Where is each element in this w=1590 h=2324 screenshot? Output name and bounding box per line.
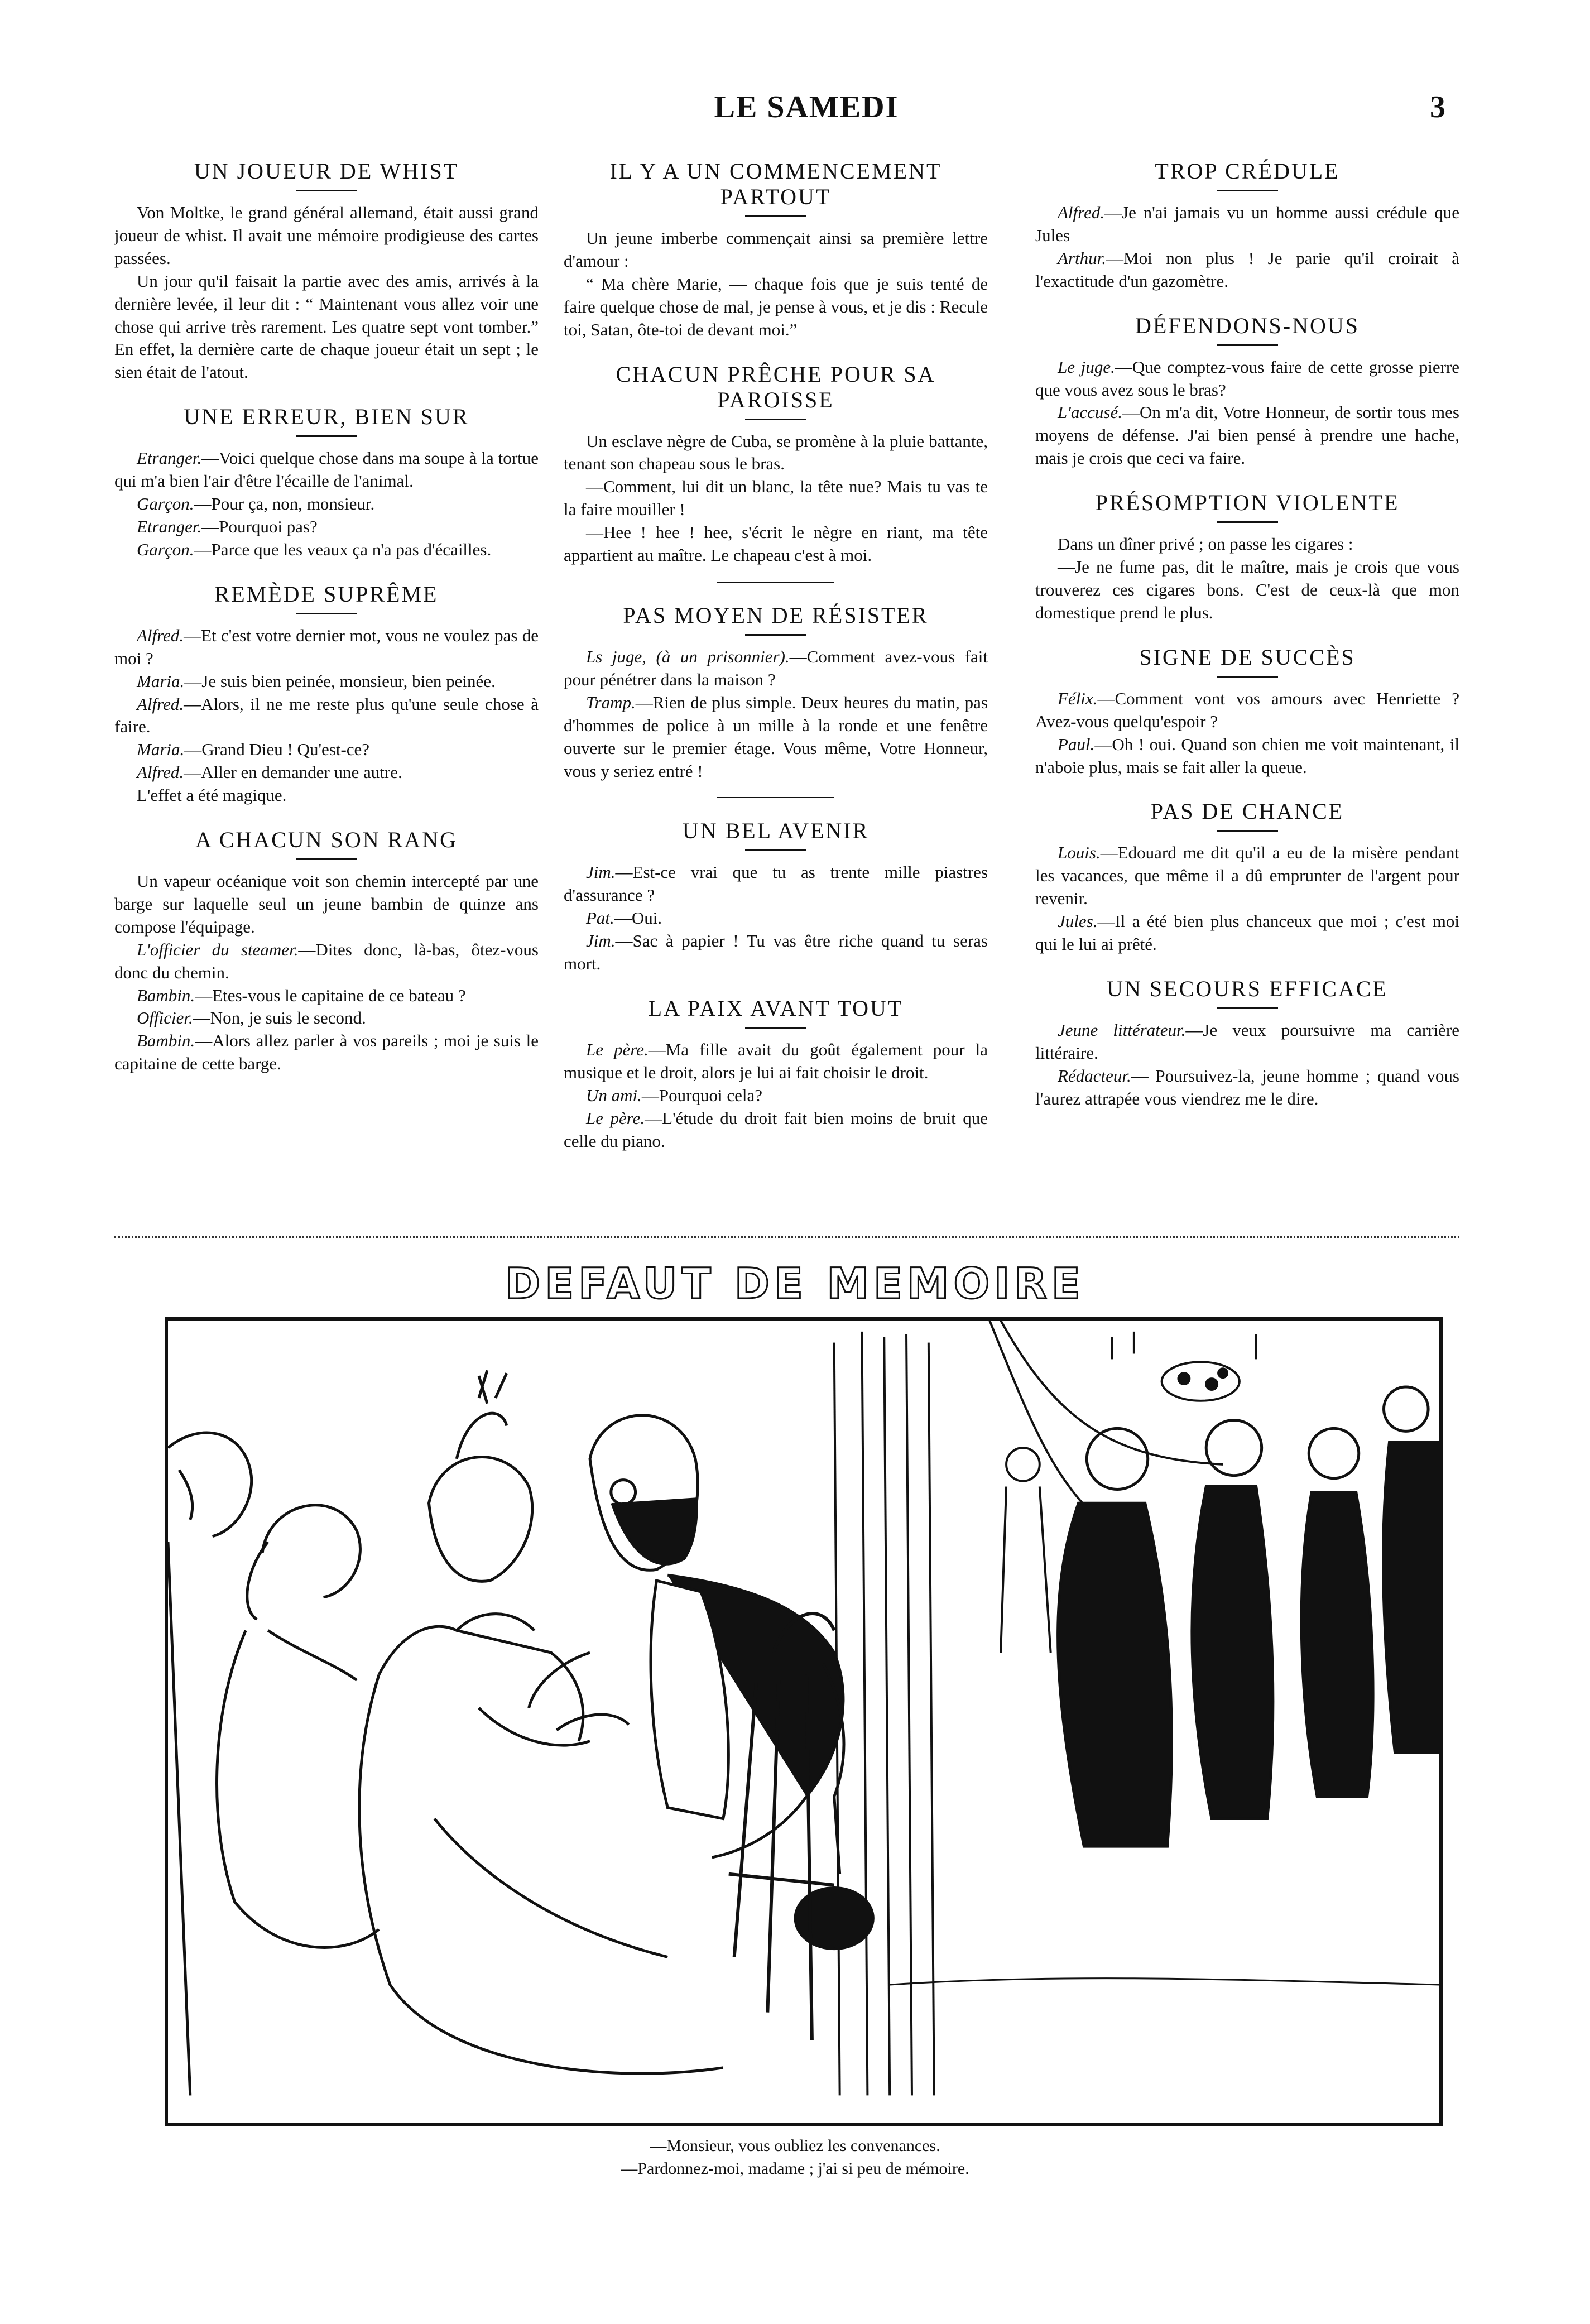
speaker: Le juge. bbox=[1058, 357, 1115, 377]
cartoon-caption bbox=[0, 2135, 1590, 2180]
dialogue-line bbox=[114, 985, 539, 1007]
heading-rule bbox=[745, 849, 806, 851]
heading-rule bbox=[1217, 190, 1278, 191]
line-text: —Et c'est votre dernier mot, vous ne voulez pas de moi ? bbox=[114, 625, 539, 668]
line-text: —Pourquoi cela? bbox=[641, 1085, 762, 1105]
article-paragraph: —Comment, lui dit un blanc, la tête nue? Mais tu vas te la faire mouiller ! bbox=[564, 477, 988, 520]
speaker: Maria. bbox=[137, 671, 185, 691]
heading-rule bbox=[1217, 830, 1278, 832]
line-text: —Edouard me dit qu'il a eu de la misère pendant les vacances, que même il a dû emprunter de l'argent pour revenir. bbox=[1035, 843, 1459, 909]
speaker: Bambin. bbox=[137, 1031, 195, 1051]
dialogue-line bbox=[114, 870, 539, 939]
line-text: —Pourquoi pas? bbox=[201, 516, 318, 536]
line-text: —Voici quelque chose dans ma soupe à la tortue qui m'a bien l'air d'être l'écaille de l'animal. bbox=[114, 448, 539, 491]
speaker: Arthur. bbox=[1058, 248, 1106, 268]
line-text: —Moi non plus ! Je parie qu'il croirait à l'exactitude d'un gazomètre. bbox=[1035, 248, 1459, 291]
heading-rule bbox=[296, 190, 357, 191]
speaker: Jim. bbox=[586, 931, 616, 951]
caption-line: —Monsieur, vous oubliez les convenances. bbox=[650, 2136, 940, 2155]
speaker: Alfred. bbox=[137, 694, 184, 714]
dialogue-line bbox=[564, 1039, 988, 1084]
line-text: —Pour ça, non, monsieur. bbox=[194, 494, 375, 514]
speaker: Jules. bbox=[1058, 911, 1098, 931]
speaker: Tramp. bbox=[586, 692, 636, 712]
line-text: —Parce que les veaux ça n'a pas d'écailles. bbox=[194, 539, 492, 559]
article-heading: CHACUN PRÊCHE POUR SA PAROISSE bbox=[616, 361, 936, 412]
speaker: Félix. bbox=[1058, 688, 1098, 708]
dialogue-line bbox=[1035, 356, 1459, 402]
article bbox=[564, 159, 988, 342]
article-heading: UN BEL AVENIR bbox=[682, 818, 870, 844]
text-column-1 bbox=[114, 151, 539, 1228]
article bbox=[564, 362, 988, 583]
line-text: —Je veux poursuivre ma carrière littéraire. bbox=[1035, 1020, 1459, 1063]
article bbox=[1035, 313, 1459, 470]
speaker: Alfred. bbox=[137, 762, 184, 782]
man-left bbox=[168, 1433, 252, 2095]
dialogue-line bbox=[114, 784, 539, 807]
caption-line: —Pardonnez-moi, madame ; j'ai si peu de mémoire. bbox=[621, 2159, 969, 2178]
dialogue-line bbox=[114, 693, 539, 739]
speaker: Maria. bbox=[137, 740, 185, 760]
line-text: —Ma fille avait du goût également pour la musique et le droit, alors je lui ai fait choisir le droit. bbox=[564, 1039, 988, 1082]
speaker: Le père. bbox=[586, 1039, 649, 1059]
dialogue-line bbox=[564, 861, 988, 907]
dialogue-line bbox=[1035, 910, 1459, 956]
man-center bbox=[529, 1415, 873, 1949]
line-text: —Est-ce vrai que tu as trente mille piastres d'assurance ? bbox=[564, 862, 988, 905]
article bbox=[114, 159, 539, 384]
heading-rule bbox=[1217, 521, 1278, 523]
line-text: —Comment vont vos amours avec Henriette ? Avez-vous quelqu'espoir ? bbox=[1035, 688, 1459, 731]
dialogue-line bbox=[1035, 1019, 1459, 1065]
speaker: Ls juge, (à un prisonnier). bbox=[586, 646, 790, 666]
article-paragraph: Dans un dîner privé ; on passe les cigares : bbox=[1058, 534, 1353, 554]
line-text: —Alors, il ne me reste plus qu'une seule chose à faire. bbox=[114, 694, 539, 737]
heading-rule bbox=[296, 858, 357, 860]
heading-rule bbox=[296, 613, 357, 614]
article bbox=[1035, 490, 1459, 625]
heading-rule bbox=[745, 1027, 806, 1029]
article bbox=[114, 582, 539, 807]
line-text: —Alors allez parler à vos pareils ; moi je suis le capitaine de cette barge. bbox=[114, 1031, 539, 1074]
dialogue-line bbox=[564, 907, 988, 930]
speaker: Garçon. bbox=[137, 494, 194, 514]
dialogue-line bbox=[1035, 733, 1459, 779]
dialogue-line bbox=[114, 670, 539, 693]
line-text: —L'étude du droit fait bien moins de bruit que celle du piano. bbox=[564, 1108, 988, 1151]
line-text: —Que comptez-vous faire de cette grosse pierre que vous avez sous le bras? bbox=[1035, 357, 1459, 400]
article bbox=[1035, 799, 1459, 956]
masthead bbox=[167, 89, 1445, 134]
heading-rule bbox=[1217, 344, 1278, 346]
heading-rule bbox=[745, 215, 806, 217]
line-text: L'effet a été magique. bbox=[137, 785, 287, 805]
line-text: —Je suis bien peinée, monsieur, bien peinée. bbox=[184, 671, 496, 691]
article-paragraph: “ Ma chère Marie, — chaque fois que je suis tenté de faire quelque chose de mal, je pense à vous, et je dis : Recule toi, Satan, ôte-toi de devant moi.” bbox=[564, 273, 988, 339]
article-heading: UN SECOURS EFFICACE bbox=[1107, 976, 1388, 1001]
line-text: —Oh ! oui. Quand son chien me voit maintenant, il n'aboie plus, mais se fait aller la queue. bbox=[1035, 734, 1459, 777]
line-text: —On m'a dit, Votre Honneur, de sortir tous mes moyens de défense. J'ai bien pensé à prendre une hache, mais je crois que ceci va faire. bbox=[1035, 402, 1459, 468]
dialogue-line bbox=[1035, 688, 1459, 733]
cartoon-drawing bbox=[168, 1321, 1439, 2123]
dialogue-line bbox=[114, 625, 539, 670]
heading-rule bbox=[1217, 676, 1278, 678]
speaker: Jeune littérateur. bbox=[1058, 1020, 1186, 1040]
article bbox=[1035, 645, 1459, 779]
article bbox=[564, 818, 988, 976]
line-text: —Je n'ai jamais vu un homme aussi crédule que Jules bbox=[1035, 203, 1459, 245]
line-text: —Rien de plus simple. Deux heures du matin, pas d'hommes de police à un mille à la ronde et une fenêtre ouverte sur le premier étage. Vous même, Votre Honneur, vous y seriez entré ! bbox=[564, 692, 988, 781]
speaker: Pat. bbox=[586, 908, 614, 928]
dialogue-line bbox=[114, 493, 539, 516]
cartoon-title: DEFAUT DE MEMOIRE bbox=[505, 1259, 1085, 1308]
page-number: 3 bbox=[1430, 90, 1445, 124]
woman-back bbox=[217, 1505, 379, 1948]
article bbox=[1035, 976, 1459, 1111]
article-paragraph: Un jour qu'il faisait la partie avec des amis, arrivés à la dernière levée, il leur dit : “ Maintenant vous allez voir une chose qui arrive très rarement. Les quatre sept vont tomber.” En effet, la dernière carte de chaque joueur était un sept ; le sien était de l'atout. bbox=[114, 271, 539, 382]
dialogue-line bbox=[114, 761, 539, 784]
heading-rule bbox=[745, 634, 806, 636]
speaker: Bambin. bbox=[137, 985, 195, 1005]
speaker: Rédacteur. bbox=[1058, 1065, 1131, 1086]
dialogue-line bbox=[114, 1030, 539, 1075]
dialogue-line bbox=[1035, 247, 1459, 293]
men-right bbox=[1058, 1387, 1439, 1846]
article-heading: LA PAIX AVANT TOUT bbox=[648, 995, 904, 1021]
dialogue-line bbox=[1035, 1065, 1459, 1111]
newspaper-title: LE SAMEDI bbox=[714, 90, 899, 124]
speaker: Etranger. bbox=[137, 448, 202, 468]
speaker: Paul. bbox=[1058, 734, 1095, 754]
dialogue-line bbox=[564, 930, 988, 976]
line-text: —Aller en demander une autre. bbox=[184, 762, 402, 782]
line-text: —Grand Dieu ! Qu'est-ce? bbox=[184, 740, 370, 760]
article-heading: PAS MOYEN DE RÉSISTER bbox=[623, 602, 929, 628]
dialogue-line bbox=[564, 1084, 988, 1107]
line-text: —Oui. bbox=[614, 908, 662, 928]
article bbox=[114, 827, 539, 1075]
article bbox=[564, 996, 988, 1153]
dialogue-line bbox=[114, 516, 539, 539]
line-text: — Poursuivez-la, jeune homme ; quand vous l'aurez attrapée vous viendrez me le dire. bbox=[1035, 1065, 1459, 1108]
line-text: —Dites donc, là-bas, ôtez-vous donc du chemin. bbox=[114, 939, 539, 982]
article-paragraph: Von Moltke, le grand général allemand, était aussi grand joueur de whist. Il avait une mémoire prodigieuse des cartes passées. bbox=[114, 203, 539, 268]
speaker: Jim. bbox=[586, 862, 616, 882]
speaker: L'accusé. bbox=[1058, 402, 1122, 422]
dotted-divider bbox=[114, 1236, 1459, 1238]
article-heading: DÉFENDONS-NOUS bbox=[1135, 313, 1360, 338]
article-paragraph: Un esclave nègre de Cuba, se promène à la pluie battante, tenant son chapeau sous le bras. bbox=[564, 431, 988, 474]
dialogue-line bbox=[1035, 842, 1459, 910]
speaker: Officier. bbox=[137, 1008, 193, 1028]
heading-rule bbox=[1217, 1007, 1278, 1009]
article-heading: IL Y A UN COMMENCEMENT PARTOUT bbox=[609, 159, 942, 209]
article-heading: UNE ERREUR, BIEN SUR bbox=[184, 404, 469, 430]
dialogue-line bbox=[564, 692, 988, 783]
article-heading: UN JOUEUR DE WHIST bbox=[194, 159, 459, 184]
line-text: —Etes-vous le capitaine de ce bateau ? bbox=[195, 985, 466, 1005]
distant-figures bbox=[1001, 1448, 1051, 1653]
speaker: Un ami. bbox=[586, 1085, 642, 1105]
dialogue-line bbox=[564, 1107, 988, 1153]
speaker: Le père. bbox=[586, 1108, 645, 1128]
article-heading: TROP CRÉDULE bbox=[1155, 159, 1340, 184]
cartoon-illustration bbox=[165, 1317, 1443, 2126]
floor bbox=[890, 1979, 1439, 1985]
speaker: Louis. bbox=[1058, 843, 1101, 863]
article-heading: SIGNE DE SUCCÈS bbox=[1139, 644, 1356, 670]
article-heading: PAS DE CHANCE bbox=[1150, 799, 1344, 824]
dialogue-line bbox=[1035, 201, 1459, 247]
article-separator bbox=[717, 797, 834, 798]
article-heading: A CHACUN SON RANG bbox=[195, 827, 458, 853]
article bbox=[564, 603, 988, 798]
dialogue-line bbox=[114, 539, 539, 561]
dialogue-line bbox=[114, 447, 539, 493]
chandelier bbox=[1112, 1332, 1256, 1401]
article bbox=[1035, 159, 1459, 293]
speaker: Etranger. bbox=[137, 516, 202, 536]
dialogue-line bbox=[564, 646, 988, 692]
speaker: L'officier du steamer. bbox=[137, 939, 299, 959]
line-text: —Il a été bien plus chanceux que moi ; c'est moi qui le lui ai prêté. bbox=[1035, 911, 1459, 954]
line-text: —Comment avez-vous fait pour pénétrer dans la maison ? bbox=[564, 646, 988, 689]
speaker: Alfred. bbox=[137, 625, 184, 645]
heading-rule bbox=[296, 435, 357, 437]
text-column-2 bbox=[564, 151, 988, 1228]
heading-rule bbox=[745, 419, 806, 420]
article-paragraph: —Hee ! hee ! hee, s'écrit le nègre en riant, ma tête appartient au maître. Le chapeau c'est à moi. bbox=[564, 522, 988, 565]
dialogue-line bbox=[114, 939, 539, 985]
dialogue-line bbox=[114, 1007, 539, 1030]
article-heading: REMÈDE SUPRÊME bbox=[214, 581, 439, 607]
speaker: Garçon. bbox=[137, 539, 194, 559]
speaker: Alfred. bbox=[1058, 203, 1105, 222]
article-paragraph: Un jeune imberbe commençait ainsi sa première lettre d'amour : bbox=[564, 228, 988, 271]
article-separator bbox=[717, 582, 834, 583]
line-text: —Non, je suis le second. bbox=[193, 1008, 366, 1028]
text-column-3 bbox=[1035, 151, 1459, 1228]
line-text: Un vapeur océanique voit son chemin intercepté par une barge sur laquelle seul un jeune bambin de quinze ans compose l'équipage. bbox=[114, 871, 539, 937]
dialogue-line bbox=[114, 738, 539, 761]
article-paragraph: —Je ne fume pas, dit le maître, mais je crois que vous trouverez ces cigares bons. C'est de ceux-là que mon domestique prend le plus. bbox=[1035, 557, 1459, 622]
line-text: —Sac à papier ! Tu vas être riche quand tu seras mort. bbox=[564, 931, 988, 974]
dialogue-line bbox=[1035, 401, 1459, 470]
article bbox=[114, 404, 539, 561]
article-heading: PRÉSOMPTION VIOLENTE bbox=[1095, 490, 1400, 516]
